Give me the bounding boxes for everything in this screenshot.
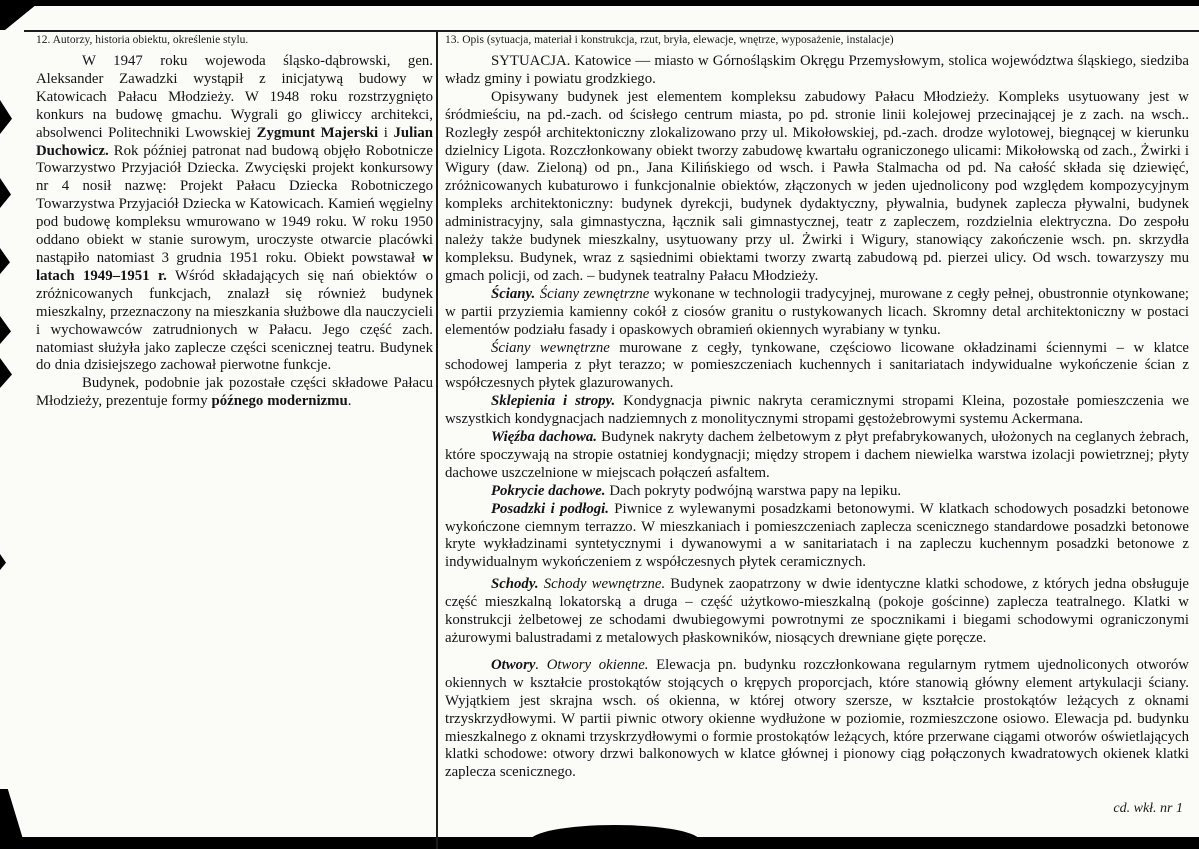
text-run: Otwory okienne. bbox=[546, 656, 649, 673]
scan-artifact-left-wedge bbox=[0, 178, 11, 208]
paragraph bbox=[445, 53, 1189, 89]
text-run: Opisywany budynek jest elementem kompleksu zabudowy Pałacu Młodzieży. Kompleks usytuowany jest w śródmieściu, na pd.-zach. od ścisłego centrum miasta, po pd. stronie linii kolejowej przecinającej je z zach. na wsch.. Rozległy zespół architektoniczny zlokalizowano przy ul. Mikołowskiej, pd.-zach. drodze wylotowej, biegnącej w kierunku dzielnicy Ligota. Rozczłonkowany obiekt tworzy zabudowę kwartału ograniczonego ulicami: Mikołowską od zach., Żwirki i Wigury (daw. Zieloną) od pn., Jana Kilińskiego od wsch. i Pawła Stalmacha od pd. Na całość składa się dziewięć, zróżnicowanych kubaturowo i funkcjonalnie obiektów, złączonych w jeden ujednolicony pod względem kompozycyjnym kompleks architektoniczny: budynek dyrekcji, budynek dydaktyczny, pływalnia, budynek zaplecza pływalni, budynek administracyjny, sala gimnastyczna, łącznik sali gimnastycznej, teatr z zapleczem, rozdzielnia elektryczna. Do zespołu należy także budynek mieszkalny, usytuowany przy ul. Żwirki i Wigury, stanowiący zakończenie wsch. pn. skrzydła kompleksu. Budynek, wraz z sąsiednimi obiektami tworzy zwartą zabudową pd. pierzei ulicy. Od wsch. towarzyszy mu gmach policji, od zach. – budynek teatralny Pałacu Młodzieży. bbox=[445, 88, 1189, 284]
text-run: Julian Duchowicz. bbox=[36, 124, 433, 159]
text-run: W 1947 roku wojewoda śląsko-dąbrowski, gen. Aleksander Zawadzki wystąpił z inicjatywą budowy w Katowicach Pałacu Młodzieży. W 1948 roku rozstrzygnięto konkurs na budowę gmachu. Wygrali go gliwiccy architekci, absolwenci Politechniki Lwowskiej bbox=[36, 53, 433, 141]
text-run: Pokrycie dachowe. bbox=[491, 482, 606, 499]
scan-artifact-bottom-bump bbox=[530, 825, 700, 841]
continuation-note: cd. wkł. nr 1 bbox=[1113, 801, 1183, 816]
horizontal-rule bbox=[24, 30, 1199, 32]
text-run: SYTUACJA. Katowice — miasto w Górnośląskim Okręgu Przemysłowym, stolica województwa śląskiego, siedziba władz gminy i powiatu grodzkiego. bbox=[445, 53, 1189, 87]
text-run: Budynek zaopatrzony w dwie identyczne klatki schodowe, z których jedna obsługuje część mieszkalną lokatorską a druga – część użytkowo-mieszkalną (pokoje gościnne) zaplecza teatralnego. Klatki w konstrukcji żelbetowej ze schodami dwubiegowymi powrotnymi ze spocznikami i biegami schodowymi ograniczonymi ażurowymi balustradami z metalowych płaskowników, niosących drewniane gięte poręcze. bbox=[445, 576, 1189, 646]
text-run: i bbox=[378, 124, 394, 141]
column-divider bbox=[436, 30, 438, 849]
section-12-body bbox=[36, 53, 433, 411]
text-run: Posadzki i podłogi. bbox=[491, 500, 609, 517]
paragraph bbox=[445, 429, 1189, 483]
text-run: Więźba dachowa. bbox=[491, 429, 597, 446]
paragraph bbox=[36, 53, 433, 375]
scan-artifact-left-wedge bbox=[0, 316, 11, 344]
paragraph bbox=[445, 501, 1189, 573]
text-run: Ściany zewnętrzne bbox=[539, 285, 650, 302]
text-run: w latach 1949–1951 r. bbox=[36, 249, 433, 284]
text-run: Schody wewnętrzne. bbox=[543, 576, 666, 593]
scan-artifact-left-wedge bbox=[0, 248, 10, 274]
text-run: Schody. bbox=[491, 576, 539, 593]
text-run: późnego modernizmu bbox=[211, 393, 348, 410]
paragraph bbox=[445, 89, 1189, 286]
scan-artifact-left-wedge bbox=[0, 554, 6, 570]
text-run: Rok później patronat nad budową objęło Robotnicze Towarzystwo Przyjaciół Dziecka. Zwycięski projekt konkursowy nr 4 nosił nazwę: Projekt Pałacu Dziecka Robotniczego Towarzystwa Przyjaciół Dziecka w Katowicach. Kamień węgielny pod budowę kompleksu wmurowano w 1949 roku. W roku 1950 oddano obiekt w stanie surowym, uroczyste otwarcie placówki nastąpiło natomiast 3 grudnia 1951 roku. Obiekt powstawał bbox=[36, 142, 433, 266]
text-run: murowane z cegły, tynkowane, częściowo licowane okładzinami ściennymi – w klatce schodowej lamperia z płyt terazzo; w pomieszczeniach kuchennych i sanitariatach indywidualne wykończenie ścian z współczesnych płytek glazurowanych. bbox=[445, 339, 1189, 392]
section-12-header: 12. Autorzy, historia obiektu, określenie stylu. bbox=[36, 34, 249, 46]
text-run: . bbox=[535, 656, 547, 673]
text-run: Piwnice z wylewanymi posadzkami betonowymi. W klatkach schodowych posadzki betonowe wykończone ciemnym terrazzo. W mieszkaniach i pomieszczeniach zaplecza scenicznego standardowe posadzki betonowe kryte wykładzinami syntetycznymi i dywanowymi a w sanitariatach i na zapleczu kuchennym posadzki betonowe z indywidualnym wykończeniem z współczesnych płytek ceramicznych. bbox=[445, 500, 1189, 571]
text-run: Ściany. bbox=[491, 285, 536, 302]
text-run: Budynek nakryty dachem żelbetowym z płyt prefabrykowanych, ułożonych na ceglanych żebrach, które spoczywają na stropie ostatniej kondygnacji; między stropem i dachem niewielka warstwa izolacji powietrznej; płyty dachowe uszczelnione w miejscach połączeń asfaltem. bbox=[445, 429, 1189, 481]
paragraph bbox=[36, 375, 433, 411]
paragraph bbox=[445, 657, 1189, 782]
text-run: Ściany wewnętrzne bbox=[491, 339, 610, 356]
text-run: Budynek, podobnie jak pozostałe części składowe Pałacu Młodzieży, prezentuje formy bbox=[36, 375, 433, 410]
text-run: Dach pokryty podwójną warstwa papy na lepiku. bbox=[605, 482, 902, 499]
section-13-header: 13. Opis (sytuacja, materiał i konstrukcja, rzut, bryła, elewacje, wnętrze, wyposażenie, instalacje) bbox=[445, 34, 894, 46]
text-run: Zygmunt Majerski bbox=[256, 124, 379, 141]
paragraph bbox=[445, 340, 1189, 394]
section-12-column bbox=[36, 34, 433, 411]
paragraph bbox=[445, 483, 1189, 501]
section-13-body bbox=[445, 53, 1189, 782]
paragraph bbox=[445, 393, 1189, 429]
text-run: Sklepienia i stropy. bbox=[491, 393, 616, 410]
text-run: Wśród składających się nań obiektów o zróżnicowanych funkcjach, znalazł się również budynek mieszkalny, przeznaczony na mieszkania służbowe dla nauczycieli i wychowawców zatrudnionych w Pałacu. Jego część zach. natomiast służyła jako zaplecze części scenicznej teatru. Budynek do dnia dzisiejszego zachował pierwotne funkcje. bbox=[36, 267, 433, 374]
text-run: . bbox=[347, 393, 352, 410]
scan-artifact-left-wedge bbox=[0, 100, 12, 134]
text-run: wykonane w technologii tradycyjnej, murowane z cegły pełnej, obustronnie otynkowane; w partii przyziemia kamienny cokół z ciosów granitu o rustykowanych licach. Skromny detal architektoniczny w postaci elementów podziału fasady i opaskowych obramień okiennych wyrabiany w tynku. bbox=[445, 285, 1189, 338]
scan-artifact-left-wedge bbox=[0, 358, 12, 388]
scan-artifact-top-strip bbox=[0, 0, 1199, 6]
text-run: Otwory bbox=[491, 656, 536, 673]
paragraph bbox=[445, 576, 1189, 648]
section-13-column bbox=[445, 34, 1189, 782]
scan-artifact-top-left-corner bbox=[0, 0, 42, 30]
text-run: Elewacja pn. budynku rozczłonkowana regularnym rytmem ujednoliconych otworów okiennych w kształcie prostokątów stojących o krępych proporcjach, które stanowią główny element artykulacji ściany. Wyjątkiem jest skrajna wsch. oś okienna, w której otwory szersze, w kształcie prostokątów leżących z oknami trzyskrzydłowymi. W partii piwnic otwory okienne wydłużone w poziomie, rozmieszczone osiowo. Elewacja pd. budynku mieszkalnego z oknami trzyskrzydłowymi o formie prostokątów leżących, które przerwane ciągami otworów oświetlających klatki schodowe: otwory drzwi balkonowych w klatce głównej i pionowy ciąg połączonych kwadratowych okienek klatki zaplecza scenicznego. bbox=[445, 656, 1189, 781]
text-run: Kondygnacja piwnic nakryta ceramicznymi stropami Kleina, pozostałe pomieszczenia we wszystkich kondygnacjach nadziemnych z monolitycznymi stropami gęstożebrowymi systemu Ackermana. bbox=[445, 393, 1189, 428]
paragraph bbox=[445, 286, 1189, 340]
